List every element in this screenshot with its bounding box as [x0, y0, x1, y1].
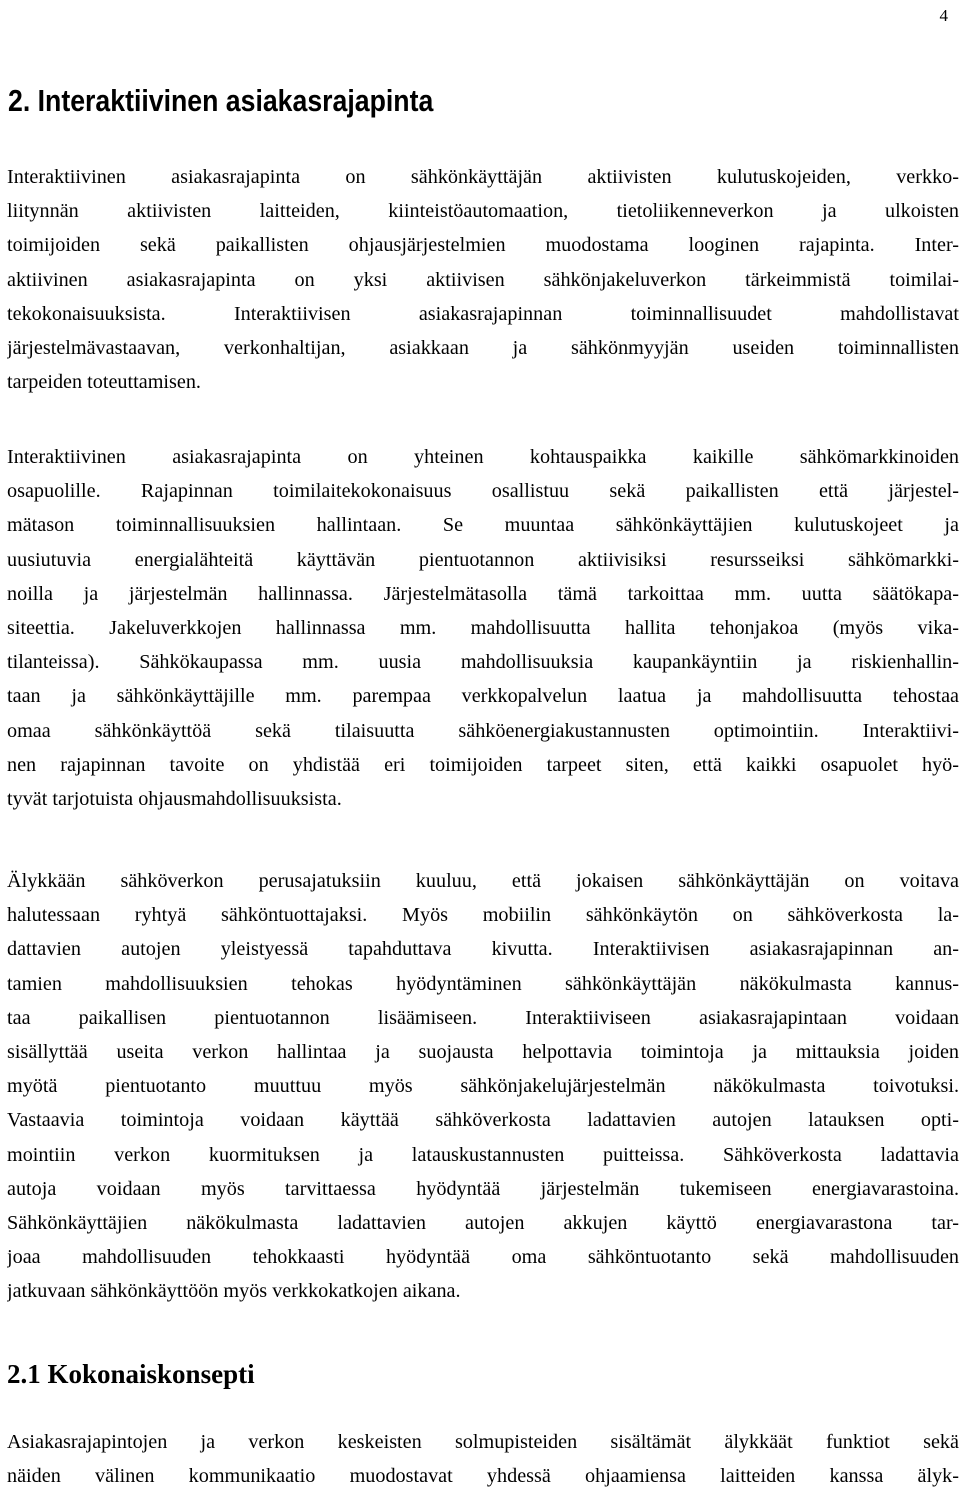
text-line: taa paikallisen pientuotannon lisäämiseen. Interaktiiviseen asiakasrajapintaan voidaan [7, 1006, 959, 1029]
text-line: jatkuvaan sähkönkäyttöön myös verkkokatkojen aikana. [7, 1280, 461, 1303]
text-line: mointiin verkon kuormituksen ja latauskustannusten puitteissa. Sähköverkosta ladattavia [7, 1143, 959, 1166]
page-number: 4 [939, 6, 948, 25]
text-line: tekokonaisuuksista. Interaktiivisen asiakasrajapinnan toiminnallisuudet mahdollistavat [7, 302, 959, 325]
text-line: Sähkönkäyttäjien näkökulmasta ladattavien autojen akkujen käyttö energiavarastona tar- [7, 1211, 959, 1234]
paragraph-3 [7, 864, 959, 1308]
subsection-paragraph [7, 1425, 959, 1493]
text-line: Asiakasrajapintojen ja verkon keskeisten solmupisteiden sisältämät älykkäät funktiot sekä [7, 1431, 959, 1453]
text-line: osapuolille. Rajapinnan toimilaitekokonaisuus osallistuu sekä paikallisten että järjestel- [7, 480, 959, 503]
text-line: halutessaan ryhtyä sähköntuottajaksi. Myös mobiilin sähkönkäytön on sähköverkosta la- [7, 904, 959, 927]
text-line: liitynnän aktiivisten laitteiden, kiinteistöautomaation, tietoliikenneverkon ja ulkoisten [7, 200, 959, 223]
text-line: Interaktiivinen asiakasrajapinta on yhteinen kohtauspaikka kaikille sähkömarkkinoiden [7, 446, 959, 468]
section-title: 2. Interaktiivinen asiakasrajapinta [8, 83, 434, 118]
text-line: tilanteissa). Sähkökaupassa mm. uusia mahdollisuuksia kaupankäyntiin ja riskienhallin- [7, 651, 959, 674]
text-line: aktiivinen asiakasrajapinta on yksi aktiivisen sähkönjakeluverkon tärkeimmistä toimilai- [7, 268, 959, 291]
text-line: myötä pientuotanto muuttuu myös sähkönjakelujärjestelmän näkökulmasta toivotuksi. [7, 1075, 959, 1098]
text-line: tarpeiden toteuttamisen. [7, 371, 201, 394]
text-line: tyvät tarjotuista ohjausmahdollisuuksista. [7, 787, 342, 810]
text-line: taan ja sähkönkäyttäjille mm. parempaa verkkopalvelun laatua ja mahdollisuutta tehostaa [7, 685, 959, 708]
paragraph-2 [7, 440, 959, 816]
text-line: autoja voidaan myös tarvittaessa hyödyntää järjestelmän tukemiseen energiavarastoina. [7, 1177, 959, 1200]
text-line: joaa mahdollisuuden tehokkaasti hyödyntää oma sähköntuotanto sekä mahdollisuuden [7, 1246, 959, 1269]
text-line: sisällyttää useita verkon hallintaa ja suojausta helpottavia toimintoja ja mittauksia joiden [7, 1040, 959, 1063]
subsection-title: 2.1 Kokonaiskonsepti [7, 1359, 255, 1389]
text-line: omaa sähkönkäyttöä sekä tilaisuutta sähköenergiakustannusten optimointiin. Interaktiivi- [7, 719, 959, 742]
text-line: järjestelmävastaavan, verkonhaltijan, asiakkaan ja sähkönmyyjän useiden toiminnallisten [7, 336, 959, 359]
paragraph-1 [7, 160, 959, 399]
text-line: nen rajapinnan tavoite on yhdistää eri toimijoiden tarpeet siten, että kaikki osapuolet hyö- [7, 753, 959, 776]
text-line: Interaktiivinen asiakasrajapinta on sähkönkäyttäjän aktiivisten kulutuskojeiden, verkko- [7, 166, 959, 188]
text-line: mätason toiminnallisuuksien hallintaan. Se muuntaa sähkönkäyttäjien kulutuskojeet ja [7, 514, 959, 537]
text-line: noilla ja järjestelmän hallinnassa. Järjestelmätasolla tämä tarkoittaa mm. uutta säätökapa- [7, 582, 959, 605]
text-line: siteettia. Jakeluverkkojen hallinnassa mm. mahdollisuutta hallita tehonjakoa (myös vika- [7, 616, 959, 639]
text-line: näiden välinen kommunikaatio muodostavat yhdessä ohjaamiensa laitteiden kanssa älyk- [7, 1465, 959, 1488]
text-line: toimijoiden sekä paikallisten ohjausjärjestelmien muodostama looginen rajapinta. Inter- [7, 234, 959, 257]
text-line: tamien mahdollisuuksien tehokas hyödyntäminen sähkönkäyttäjän näkökulmasta kannus- [7, 972, 959, 995]
text-line: Vastaavia toimintoja voidaan käyttää sähköverkosta ladattavien autojen latauksen opti- [7, 1109, 959, 1132]
text-line: uusiutuvia energialähteitä käyttävän pientuotannon aktiivisiksi resursseiksi sähkömarkki- [7, 548, 959, 571]
text-line: dattavien autojen yleistyessä tapahduttava kivutta. Interaktiivisen asiakasrajapinnan an- [7, 938, 959, 961]
text-line: Älykkään sähköverkon perusajatuksiin kuuluu, että jokaisen sähkönkäyttäjän on voitava [7, 870, 959, 892]
